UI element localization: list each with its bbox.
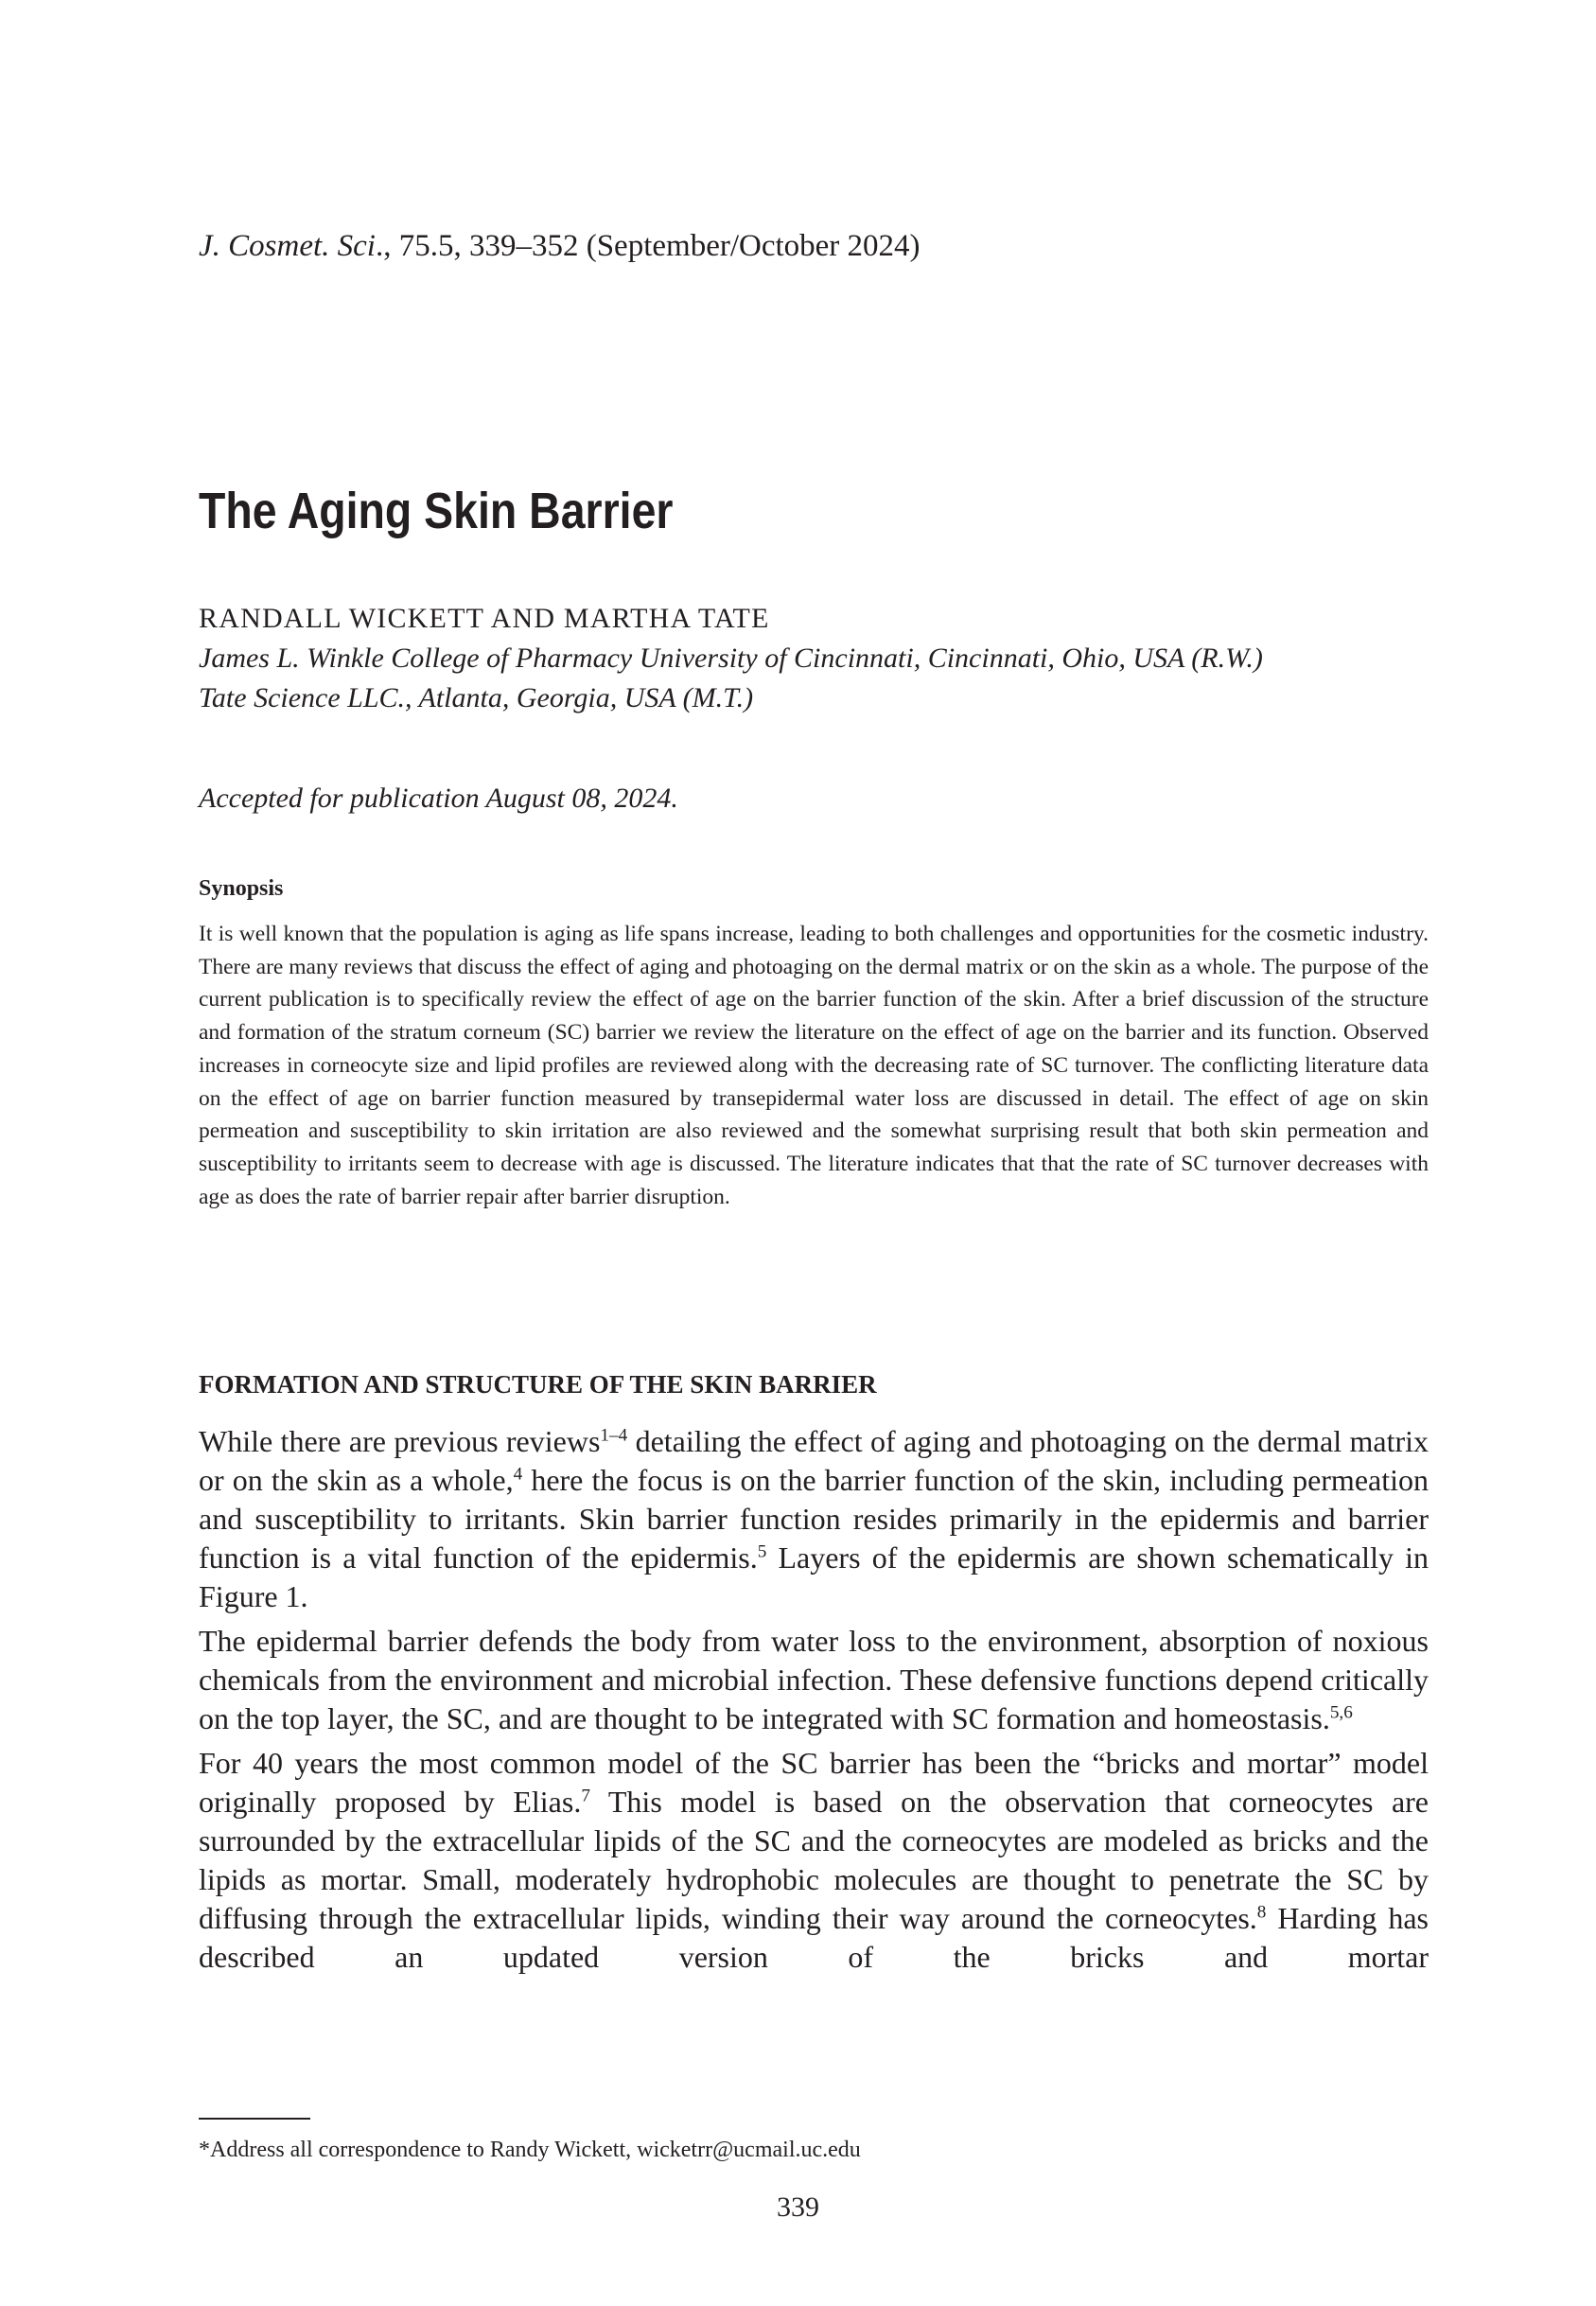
reference-marker: 1–4: [600, 1425, 628, 1446]
paragraph-3: [199, 1744, 1429, 1977]
synopsis-heading: Synopsis: [199, 876, 284, 901]
text-run: detailing the effect of aging and photoaging on the dermal matrix or on the skin as a whole,: [199, 1424, 1429, 1497]
reference-marker: 5,6: [1329, 1702, 1353, 1723]
text-run: This model is based on the observation that corneocytes are surrounded by the extracellular lipids of the SC and the corneocytes are modeled as bricks and the lipids as mortar. Small, moderately hydrophobic molecules are thought to penetrate the SC by diffusing through the extracellular lipids, winding their way around the corneocytes.: [199, 1785, 1429, 1935]
reference-marker: 4: [513, 1464, 523, 1485]
text-run: Harding has described an updated version of the bricks and mortar: [199, 1901, 1429, 1974]
reference-marker: 8: [1256, 1902, 1267, 1923]
affiliation-2: Tate Science LLC., Atlanta, Georgia, USA (M.T.): [199, 682, 754, 713]
text-run: For 40 years the most common model of the SC barrier has been the “bricks and mortar” model originally proposed by Elias.: [199, 1746, 1429, 1819]
affiliation-1: James L. Winkle College of Pharmacy University of Cincinnati, Cincinnati, Ohio, USA (R.W.): [199, 643, 1263, 674]
footnote-divider: [199, 2118, 310, 2120]
author-list: RANDALL WICKETT AND MARTHA TATE: [199, 603, 770, 634]
acceptance-date: Accepted for publication August 08, 2024.: [199, 783, 678, 814]
body-text: [199, 1422, 1429, 1982]
text-run: While there are previous reviews: [199, 1424, 601, 1458]
section-heading: FORMATION AND STRUCTURE OF THE SKIN BARRIER: [199, 1370, 877, 1399]
journal-name: J. Cosmet. Sci: [199, 229, 376, 263]
synopsis-text: It is well known that the population is aging as life spans increase, leading to both challenges and opportunities for the cosmetic industry. There are many reviews that discuss the effect of aging and photoaging on the dermal matrix or on the skin as a whole. The purpose of the current publication is to specifically review the effect of age on the barrier function of the skin. After a brief discussion of the structure and formation of the stratum corneum (SC) barrier we review the literature on the effect of age on the barrier and its function. Observed increases in corneocyte size and lipid profiles are reviewed along with the decreasing rate of SC turnover. The conflicting literature data on the effect of age on barrier function measured by transepidermal water loss are discussed in detail. The effect of age on skin permeation and susceptibility to skin irritation are also reviewed and the somewhat surprising result that both skin permeation and susceptibility to irritants seem to decrease with age is discussed. The literature indicates that that the rate of SC turnover decreases with age as does the rate of barrier repair after barrier disruption.: [199, 922, 1429, 1209]
journal-citation: [199, 223, 921, 269]
citation-details: ., 75.5, 339–352 (September/October 2024): [375, 229, 921, 263]
reference-marker: 5: [757, 1541, 767, 1562]
article-title: The Aging Skin Barrier: [199, 483, 674, 539]
text-run: Layers of the epidermis are shown schematically in Figure 1.: [199, 1540, 1429, 1613]
paragraph-1: [199, 1422, 1429, 1616]
paragraph-2: [199, 1622, 1429, 1738]
text-run: here the focus is on the barrier function of the skin, including permeation and susceptibility to irritants. Skin barrier function resides primarily in the epidermis and barrier function is a vital function of the epidermis.: [199, 1463, 1429, 1575]
correspondence-footnote: *Address all correspondence to Randy Wickett, wicketrr@ucmail.uc.edu: [199, 2138, 861, 2162]
page-number: 339: [777, 2192, 819, 2223]
reference-marker: 7: [581, 1786, 590, 1806]
text-run: The epidermal barrier defends the body from water loss to the environment, absorption of noxious chemicals from the environment and microbial infection. These defensive functions depend critically on the top layer, the SC, and are thought to be integrated with SC formation and homeostasis.: [199, 1624, 1429, 1735]
